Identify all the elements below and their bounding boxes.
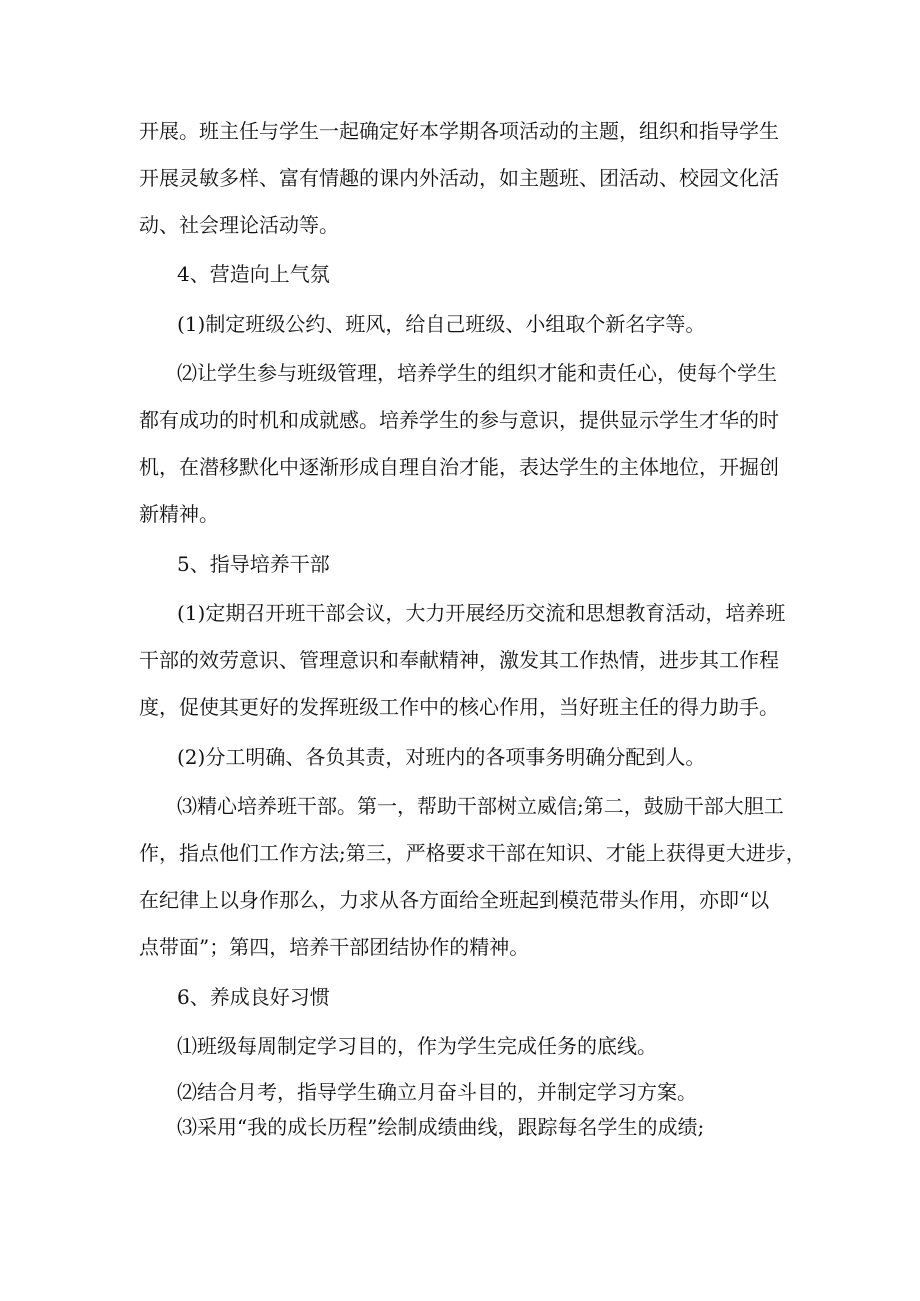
item-6-1: ⑴班级每周制定学习目的，作为学生完成任务的底线。	[177, 1034, 657, 1058]
item-6-3: ⑶采用“我的成长历程”绘制成绩曲线，跟踪每名学生的成绩;	[177, 1115, 705, 1139]
paragraph-line-2: 开展灵敏多样、富有情趣的课内外活动，如主题班、团活动、校园文化活	[139, 166, 779, 190]
section-heading-4: 4、营造向上气氛	[177, 262, 330, 286]
item-4-2-line-1: ⑵让学生参与班级管理，培养学生的组织才能和责任心，使每个学生	[177, 361, 777, 385]
item-5-3-line-2: 作，指点他们工作方法;第三，严格要求干部在知识、才能上获得更大进步，	[139, 841, 806, 865]
item-5-1-line-1: (1)定期召开班干部会议，大力开展经历交流和思想教育活动，培养班	[177, 601, 786, 625]
item-4-2-line-2: 都有成功的时机和成就感。培养学生的参与意识，提供显示学生才华的时	[139, 408, 779, 432]
item-5-1-line-3: 度，促使其更好的发挥班级工作中的核心作用，当好班主任的得力助手。	[139, 695, 779, 719]
paragraph-line-3: 动、社会理论活动等。	[139, 213, 339, 237]
item-4-1: (1)制定班级公约、班风，给自己班级、小组取个新名字等。	[177, 312, 706, 336]
paragraph-line-1: 开展。班主任与学生一起确定好本学期各项活动的主题，组织和指导学生	[139, 119, 779, 143]
item-5-3-line-4: 点带面”；第四，培养干部团结协作的精神。	[139, 935, 530, 959]
item-5-2: (2)分工明确、各负其责，对班内的各项事务明确分配到人。	[177, 745, 706, 769]
item-5-3-line-3: 在纪律上以身作那么，力求从各方面给全班起到模范带头作用，亦即“以	[139, 888, 770, 912]
item-5-1-line-2: 干部的效劳意识、管理意识和奉献精神，激发其工作热情，进步其工作程	[139, 648, 779, 672]
item-4-2-line-3: 机，在潜移默化中逐渐形成自理自治才能，表达学生的主体地位，开掘创	[139, 455, 779, 479]
item-4-2-line-4: 新精神。	[139, 502, 219, 526]
item-5-3-line-1: ⑶精心培养班干部。第一，帮助干部树立威信;第二，鼓励干部大胆工	[177, 794, 784, 818]
section-heading-5: 5、指导培养干部	[177, 552, 330, 576]
section-heading-6: 6、养成良好习惯	[177, 985, 330, 1009]
item-6-2: ⑵结合月考，指导学生确立月奋斗目的，并制定学习方案。	[177, 1080, 697, 1104]
